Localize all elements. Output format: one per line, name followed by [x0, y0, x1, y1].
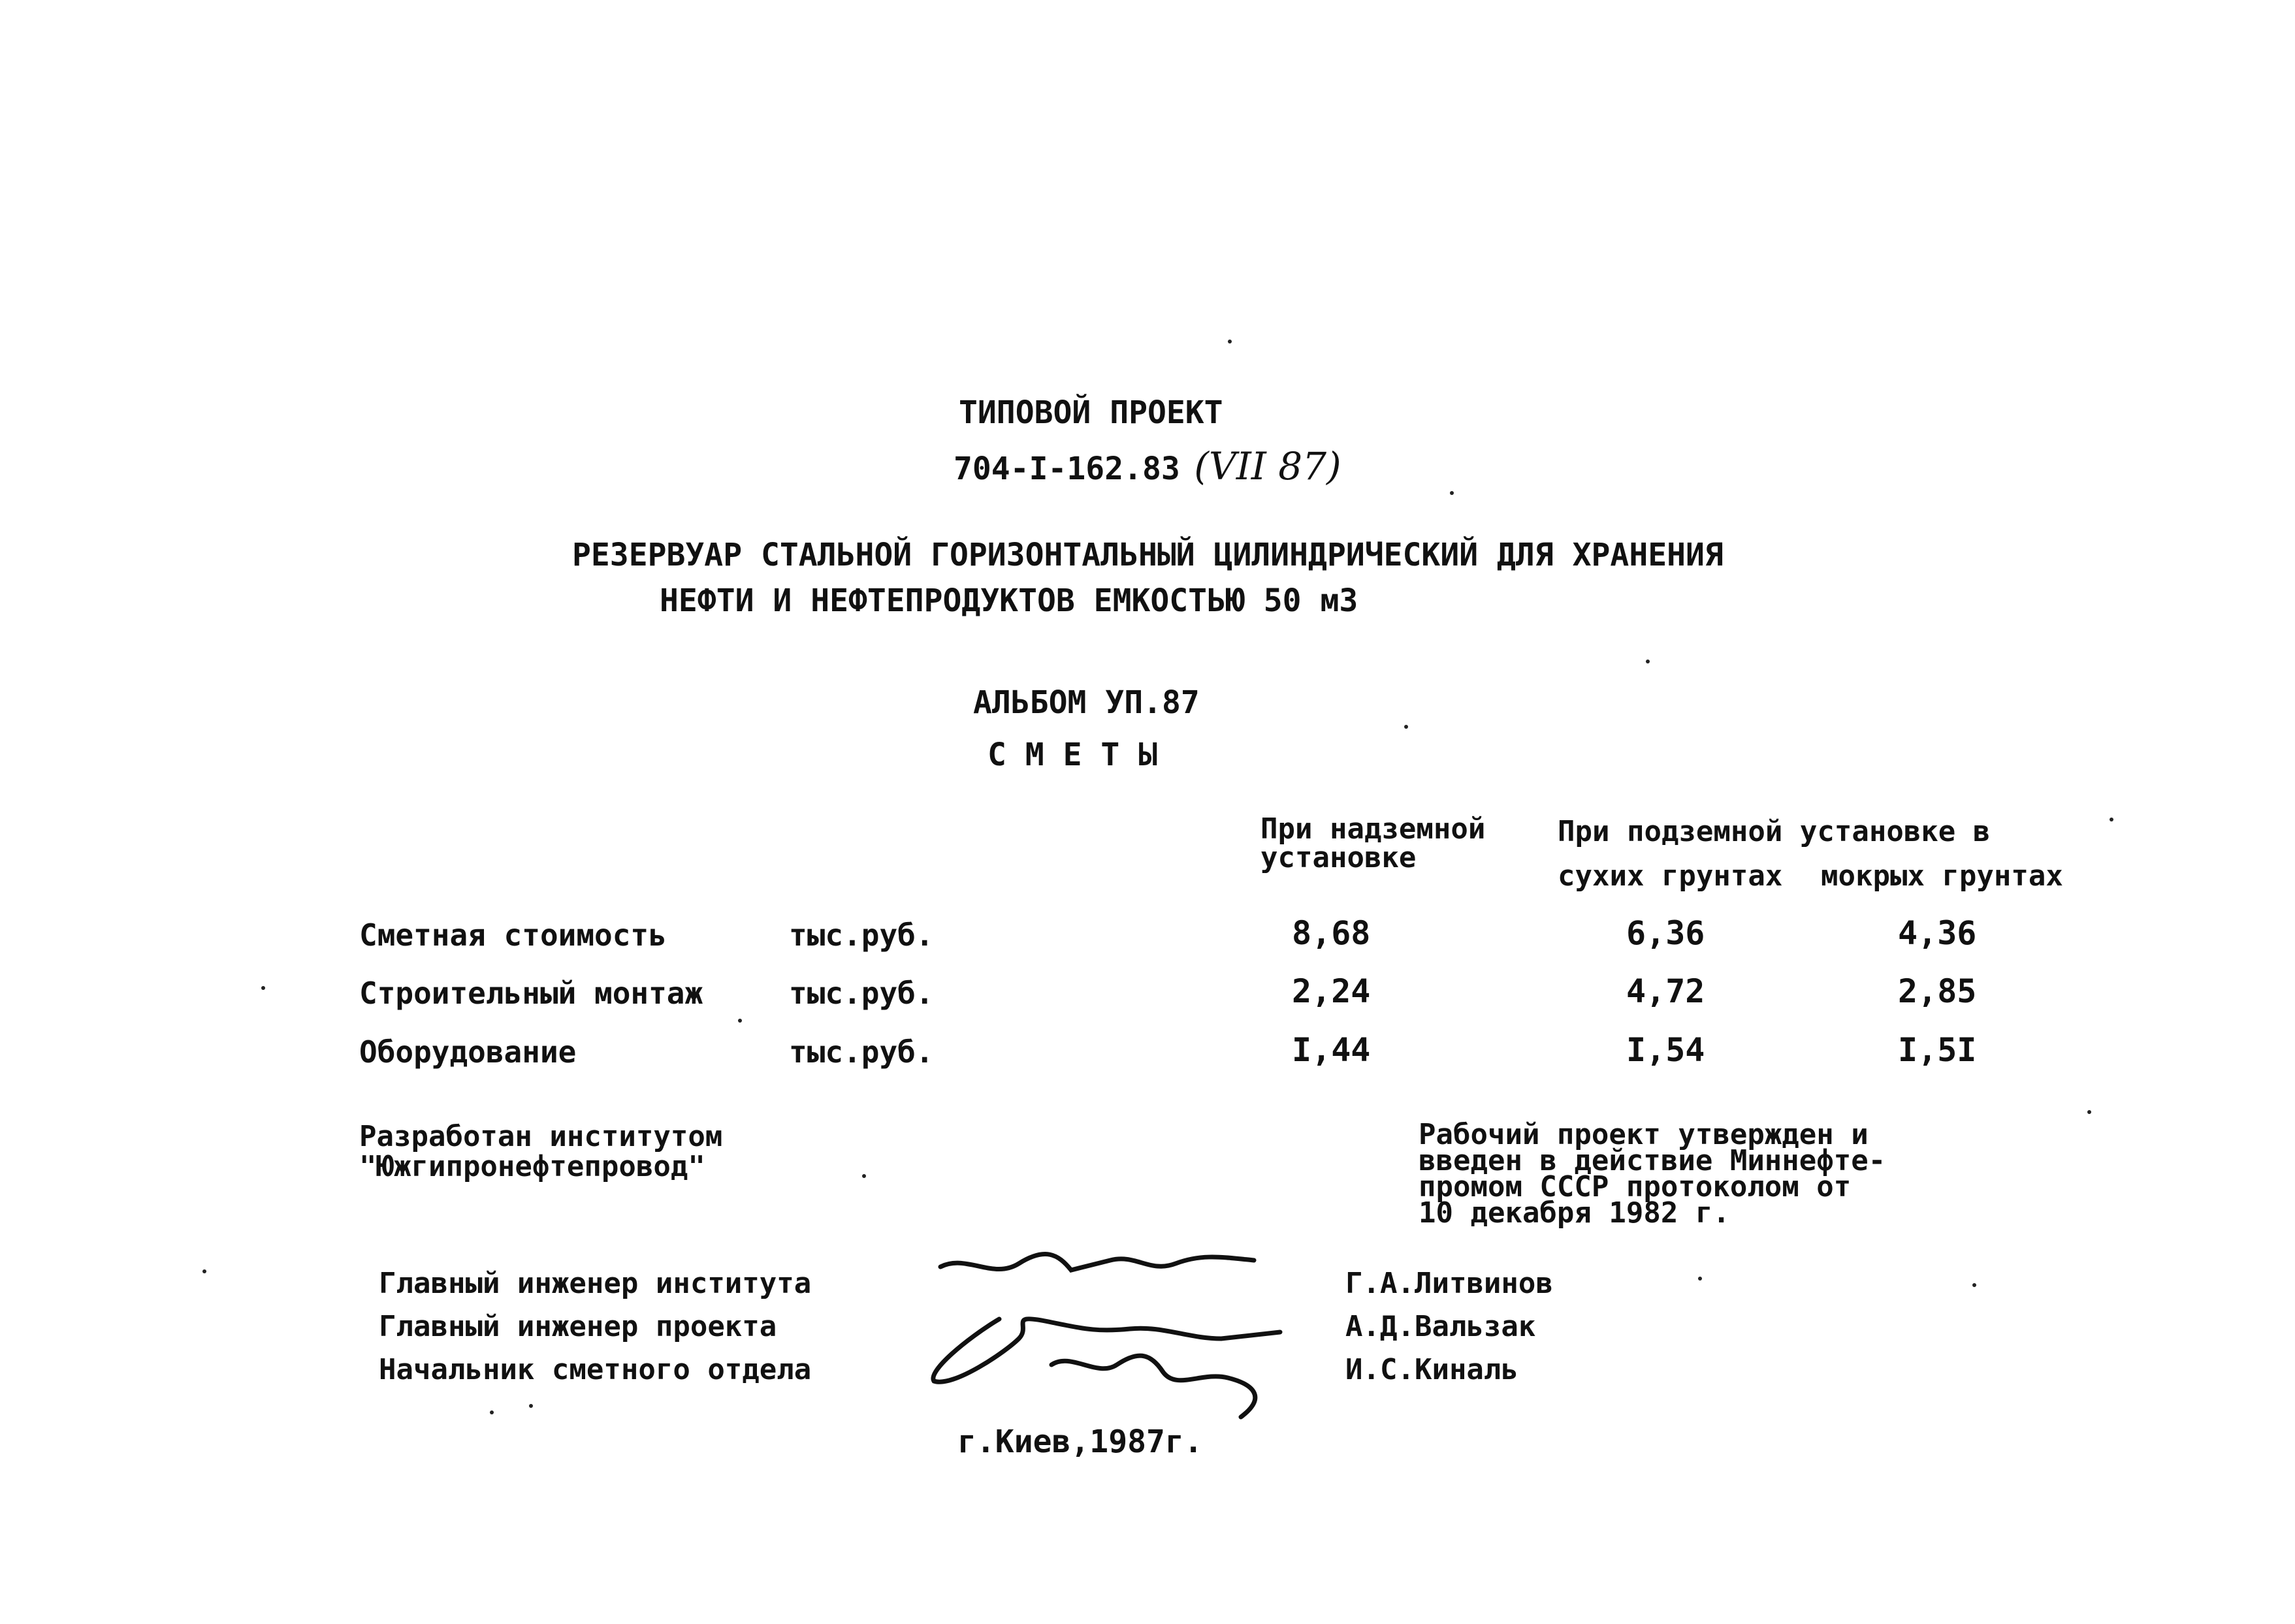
scan-speck	[1698, 1277, 1702, 1281]
row-unit: тыс.руб.	[789, 976, 934, 1011]
row-value-wet: 4,36	[1898, 914, 1977, 952]
developer-block	[359, 1122, 722, 1182]
scan-speck	[490, 1410, 494, 1414]
scan-speck	[1450, 491, 1454, 495]
row-value-above: I,44	[1292, 1031, 1371, 1069]
title-line-1: РЕЗЕРВУАР СТАЛЬНОЙ ГОРИЗОНТАЛЬНЫЙ ЦИЛИНДРИЧЕСКИЙ ДЛЯ ХРАНЕНИЯ	[572, 537, 1724, 573]
signature	[940, 1254, 1254, 1270]
staff-name: Г.А.Литвинов	[1345, 1267, 1553, 1300]
col-header-above-ground	[1260, 812, 1486, 874]
row-unit: тыс.руб.	[789, 917, 934, 953]
col-header-underground: При подземной установке в	[1558, 815, 1991, 848]
developer-line2: "Южгипронефтепровод"	[359, 1150, 705, 1183]
scan-speck	[1972, 1283, 1976, 1287]
row-value-above: 2,24	[1292, 972, 1371, 1010]
scan-speck	[529, 1404, 533, 1408]
scan-speck	[261, 986, 265, 990]
scan-speck	[202, 1269, 206, 1273]
approval-line2: введен в действие Миннефте-	[1419, 1144, 1886, 1177]
project-number-line	[954, 444, 1341, 488]
row-value-above: 8,68	[1292, 914, 1371, 952]
row-label: Сметная стоимость	[359, 917, 667, 953]
section-title: С М Е Т Ы	[987, 737, 1158, 773]
project-type: ТИПОВОЙ ПРОЕКТ	[959, 394, 1223, 431]
scan-speck	[1228, 340, 1232, 343]
scan-speck	[2110, 818, 2113, 821]
approval-line1: Рабочий проект утвержден и	[1419, 1118, 1869, 1151]
signature	[1051, 1356, 1255, 1417]
row-label: Строительный монтаж	[359, 976, 703, 1011]
row-label: Оборудование	[359, 1034, 577, 1070]
col-header-dry-soil: сухих грунтах	[1558, 859, 1783, 893]
signature	[933, 1319, 1280, 1382]
staff-role: Главный инженер проекта	[379, 1310, 777, 1343]
scan-speck	[2087, 1110, 2091, 1114]
project-number: 704-I-162.83	[954, 451, 1180, 487]
title-line-2: НЕФТИ И НЕФТЕПРОДУКТОВ ЕМКОСТЬЮ 50 м3	[660, 582, 1358, 619]
approval-line3: промом СССР протоколом от	[1419, 1170, 1852, 1203]
scan-speck	[1404, 725, 1408, 729]
scan-speck	[1646, 660, 1650, 663]
col-header-above-ground-line1: При надземной	[1260, 812, 1486, 846]
developer-line1: Разработан институтом	[359, 1120, 723, 1153]
row-value-wet: I,5I	[1898, 1031, 1977, 1069]
staff-role: Начальник сметного отдела	[379, 1353, 812, 1386]
place-year: г.Киев,1987г.	[957, 1424, 1203, 1460]
approval-line4: 10 декабря 1982 г.	[1419, 1196, 1730, 1230]
row-value-dry: 4,72	[1626, 972, 1705, 1010]
row-unit: тыс.руб.	[789, 1034, 934, 1070]
staff-name: И.С.Киналь	[1345, 1353, 1518, 1386]
row-value-dry: I,54	[1626, 1031, 1705, 1069]
staff-role: Главный инженер института	[379, 1267, 812, 1300]
row-value-wet: 2,85	[1898, 972, 1977, 1010]
col-header-above-ground-line2: установке	[1260, 841, 1417, 874]
signatures	[914, 1241, 1332, 1437]
approval-block	[1419, 1118, 1886, 1230]
staff-name: А.Д.Вальзак	[1345, 1310, 1536, 1343]
col-header-wet-soil: мокрых грунтах	[1821, 859, 2063, 893]
project-number-handwritten: (VII 87)	[1194, 444, 1341, 488]
scan-speck	[738, 1019, 742, 1023]
row-value-dry: 6,36	[1626, 914, 1705, 952]
album-label: АЛЬБОМ УП.87	[973, 684, 1200, 721]
scan-speck	[862, 1174, 866, 1178]
